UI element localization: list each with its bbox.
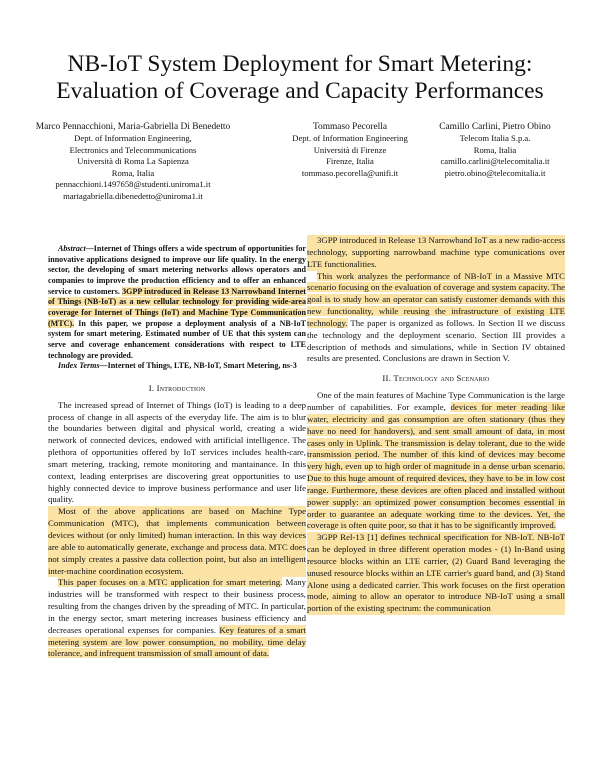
section-heading: I. Introduction: [148, 382, 206, 393]
affiliation-line: Firenze, Italia: [326, 156, 374, 167]
title-line-2: Evaluation of Coverage and Capacity Performances: [56, 78, 544, 104]
author-group-1: [22, 121, 244, 203]
affiliation-line: Roma, Italia: [111, 167, 155, 178]
affiliation-line: Dept. of Information Engineering: [292, 133, 408, 143]
highlighted-text: 3GPP introduced in Release 13 Narrowband Internet of Things (NB-IoT) as a new cellular technology for providing wide-area coverage for Internet of Things (IoT) and Machine Type Communication (MTC).: [48, 286, 306, 328]
author-names: Camillo Carlini, Pietro Obino: [439, 122, 551, 132]
paragraph: [307, 271, 565, 366]
right-column: [307, 235, 566, 615]
author-email[interactable]: mariagabriella.dibenedetto@uniroma1.it: [63, 190, 203, 201]
section-heading: II. Technology and Scenario: [382, 373, 490, 384]
paragraph: [307, 390, 565, 532]
paper-title: [0, 51, 600, 105]
paragraph-text: One of the main features of Machine Type Communication is the large number of capabilities. For example,: [307, 390, 565, 412]
abstract-text: In this paper, we propose a deployment analysis of a NB-IoT system for smart metering. Estimated number of UE that this system can serve and coverage enhancement considerations with respect to LTE technology are provided.: [48, 318, 306, 360]
highlighted-text: This work analyzes the performance of NB-IoT in a Massive MTC scenario focusing on the evaluation of coverage and system capacity. The goal is to study how an operator can satisfy customer demands with this new functionality, while reusing the infrastructure of existing LTE technology.: [307, 270, 565, 328]
paragraph: [48, 577, 306, 660]
author-group-2: [280, 121, 420, 179]
author-names: Tommaso Pecorella: [312, 122, 388, 132]
author-names: Marco Pennacchioni, Maria-Gabriella Di Benedetto: [35, 122, 231, 132]
author-email[interactable]: camillo.carlini@telecomitalia.it: [440, 156, 550, 167]
left-column: [48, 244, 306, 660]
affiliation-line: Electronics and Telecommunications: [69, 144, 197, 155]
author-email[interactable]: pennacchioni.1497658@studenti.uniroma1.it: [55, 179, 211, 190]
highlighted-text: Key features of a smart metering system are low power consumption, no mobility, time delay tolerance, and infrequent transmission of small amount of data.: [48, 624, 306, 659]
paragraph-text: Many industries will be transformed with respect to their business process, resulting from the changes driven by the spreading of MTC. In particular, in the energy sector, smart metering increases business efficiency and decreases operational expenses for companies.: [48, 577, 306, 635]
section-title: Introduction: [156, 382, 206, 393]
index-terms-text: —Internet of Things, LTE, NB-IoT, Smart Metering, ns-3: [99, 361, 297, 371]
abstract: [48, 244, 306, 361]
title-line-1: NB-IoT System Deployment for Smart Metering:: [67, 51, 533, 77]
author-group-3: [415, 121, 575, 179]
section-title: Technology and Scenario: [393, 373, 490, 384]
abstract-label: Abstract: [58, 244, 86, 253]
highlighted-paragraph: Most of the above applications are based on Machine Type Communication (MTC), that implements communication between devices without (or only limited) human interaction. In this way devices are able to automatically generate, exchange and process data. MTC does not simply creates a passive data collection point, but also an intelligent inter-machine coordination ecosystem.: [48, 506, 306, 576]
affiliation-line: Università di Roma La Sapienza: [77, 156, 189, 167]
highlighted-paragraph: 3GPP introduced in Release 13 Narrowband IoT as a new radio-access technology, supporting narrowband machine type comunications over LTE functionalities.: [307, 235, 565, 269]
highlighted-paragraph: 3GPP Rel-13 [1] defines technical specification for NB-IoT. NB-IoT can be deployed in three different operation modes - (1) In-Band using resource blocks within an LTE carrier, (2) Guard Band leveraging the unused resource blocks within an LTE carrier's guard band, and (3) Stand Alone using a dedicated carrier. This work focuses on the first operation mode, aiming to allow an operator to introduce NB-IoT using a small portion of the existing spectrum: the communication: [307, 532, 565, 614]
paragraph-text: The paper is organized as follows. In Section II we discuss the technology and the deployment scenario. Section III provides a description of methods and simulations, while in Section IV obtained results are presented. Conclusions are drawn in Section V.: [307, 317, 565, 364]
highlighted-text: devices for meter reading like water, electricity and gas consumption are often stationary (thus they have no need for handovers), and sent small amount of data, in most cases only in Uplink. The transmission is delay tolerant, due to the wide transmission period. The number of this kind of devices may become very high, even up to high order of magnitude in a dense urban scenario. Due to this huge amount of required devices, they have to be in low cost range. Furthermore, these devices are often placed and installed without power supply: an optimized power consumption becomes essential in order to guarantee an adequate working time to the devices. Yet, the coverage is often quite poor, so that it has to be significantly improved.: [307, 401, 566, 531]
affiliation-line: Dept. of Information Engineering,: [74, 133, 192, 143]
highlighted-text: This paper focuses on a MTC application for smart metering.: [58, 577, 283, 588]
affiliation-line: Università di Firenze: [313, 144, 387, 155]
index-terms: [48, 361, 306, 372]
author-email[interactable]: tommaso.pecorella@unifi.it: [301, 167, 399, 178]
paragraph: The increased spread of Internet of Things (IoT) is leading to a deep process of change in all aspects of the everyday life. The aim is to blur the boundaries between digital and physical world, creating a wide network of connected devices, endowed with artificial intelligence. The plethora of opportunities offered by IoT services includes health-care, smart metering, tracking, remote monitoring and mantainance. In this context, leading enterprises are discovering great opportunities to use highly connected device to improve business performance and user life quality.: [48, 399, 306, 505]
affiliation-line: Roma, Italia: [473, 144, 517, 155]
abstract-text: —Internet of Things offers a wide spectrum of opportunities for innovative applications designed to improve our life quality. In the energy sector, the developing of smart metering networks allows operators and companies to improve the production efficiency and to offer an enhanced service to customers.: [48, 244, 306, 296]
author-email[interactable]: pietro.obino@telecomitalia.it: [444, 167, 546, 178]
affiliation-line: Telecom Italia S.p.a.: [459, 133, 531, 143]
index-terms-label: Index Terms: [58, 361, 100, 371]
